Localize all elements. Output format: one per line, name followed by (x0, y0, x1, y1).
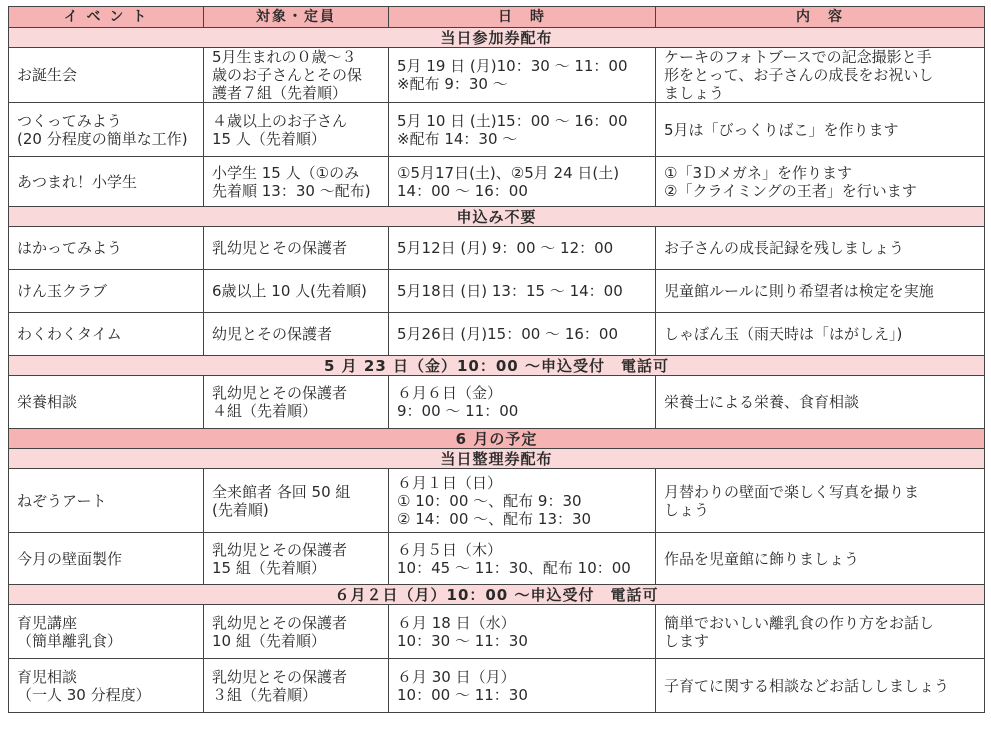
cell-line: 5月18日 (日) 13：15 ～ 14：00 (397, 282, 623, 300)
content-cell (656, 469, 985, 533)
cell-line: 育児講座 (17, 613, 78, 632)
cell-line: 簡単でおいしい離乳食の作り方をお話し (664, 613, 935, 632)
table-row (9, 103, 985, 157)
cell-line: 9：00 ～ 11：00 (397, 402, 519, 420)
cell-line: ４組（先着順） (212, 402, 318, 420)
content-cell (656, 605, 985, 659)
cell-line: 10 組（先着順） (212, 631, 326, 650)
cell-line: ケーキのフォトブースでの記念撮影と手 (664, 48, 932, 66)
cell-line: あつまれ！小学生 (17, 172, 138, 191)
table-body (9, 28, 985, 713)
cell-line: つくってみよう (17, 111, 122, 130)
cell-line: しょう (664, 500, 710, 519)
cell-line: 栄養士による栄養、食育相談 (664, 393, 860, 411)
target-cell (204, 376, 389, 429)
cell-line: ４歳以上のお子さん (212, 111, 348, 130)
event-schedule-table (8, 6, 985, 713)
event-cell (9, 469, 204, 533)
datetime-cell (389, 376, 656, 429)
cell-line: 乳幼児とその保護者 (212, 667, 348, 686)
cell-line: (20 分程度の簡単な工作) (17, 129, 188, 148)
cell-line: 5月 10 日 (土)15：00 ～ 16：00 (397, 111, 628, 130)
cell-line: します (664, 631, 710, 650)
datetime-cell (389, 469, 656, 533)
content-cell (656, 376, 985, 429)
target-cell (204, 533, 389, 585)
cell-line: 歳のお子さんとその保 (212, 66, 363, 84)
content-cell (656, 270, 985, 313)
content-cell (656, 103, 985, 157)
cell-line: しゃぼん玉（雨天時は「はがしえ」) (664, 325, 903, 343)
datetime-cell (389, 270, 656, 313)
content-cell (656, 659, 985, 713)
event-cell (9, 270, 204, 313)
cell-line: 形をとって、お子さんの成長をお祝いし (664, 66, 934, 84)
cell-line: 栄養相談 (17, 393, 78, 411)
cell-line: お誕生会 (17, 66, 78, 84)
cell-line: 15 組（先着順） (212, 558, 326, 577)
target-cell (204, 605, 389, 659)
cell-line: ① 10：00 ～、配布 9：30 (397, 491, 582, 510)
cell-line: 幼児とその保護者 (212, 325, 333, 343)
cell-line: 5月26日 (月)15：00 ～ 16：00 (397, 325, 618, 343)
cell-line: ６月 18 日（水） (397, 613, 516, 632)
section-header-row (9, 207, 985, 227)
datetime-cell (389, 103, 656, 157)
cell-line: ６月５日（木） (397, 540, 503, 559)
table-row (9, 659, 985, 713)
table-row (9, 227, 985, 270)
target-cell (204, 313, 389, 356)
content-cell (656, 48, 985, 103)
cell-line: 乳幼児とその保護者 (212, 613, 348, 632)
cell-line: けん玉クラブ (17, 282, 108, 300)
header-content: 内 容 (656, 7, 985, 28)
cell-line: 小学生 15 人（①のみ (212, 163, 360, 182)
table-row (9, 376, 985, 429)
event-cell (9, 48, 204, 103)
table-row (9, 469, 985, 533)
cell-line: 作品を児童館に飾りましょう (664, 549, 860, 568)
target-cell (204, 659, 389, 713)
cell-line: 5月は「びっくりばこ」を作ります (664, 120, 899, 139)
cell-line: 乳幼児とその保護者 (212, 384, 348, 402)
section-title: 6 月の予定 (9, 429, 985, 449)
datetime-cell (389, 227, 656, 270)
section-title: 当日参加券配布 (9, 28, 985, 48)
cell-line: ３組（先着順） (212, 685, 318, 704)
content-cell (656, 313, 985, 356)
event-cell (9, 313, 204, 356)
cell-line: 10：00 ～ 11：30 (397, 685, 528, 704)
cell-line: 5月生まれの０歳～３ (212, 48, 357, 66)
cell-line: 子育てに関する相談などお話ししましょう (664, 676, 950, 695)
target-cell (204, 227, 389, 270)
cell-line: 10：45 ～ 11：30、配布 10：00 (397, 558, 631, 577)
content-cell (656, 157, 985, 207)
cell-line: （一人 30 分程度） (17, 685, 151, 704)
cell-line: 5月12日 (月) 9：00 ～ 12：00 (397, 239, 614, 257)
cell-line: ※配布 14：30 ～ (397, 129, 518, 148)
cell-line: ねぞうアート (17, 491, 107, 510)
table-row (9, 270, 985, 313)
datetime-cell (389, 533, 656, 585)
target-cell (204, 270, 389, 313)
cell-line: ①5月17日(土)、②5月 24 日(土) (397, 163, 620, 182)
section-header-row (9, 449, 985, 469)
cell-line: ６月６日（金） (397, 384, 503, 402)
section-title: 申込み不要 (9, 207, 985, 227)
cell-line: ② 14：00 ～、配布 13：30 (397, 509, 592, 528)
cell-line: 乳幼児とその保護者 (212, 239, 348, 257)
section-title: 5 月 23 日（金）10：00 ～申込受付 電話可 (9, 356, 985, 376)
target-cell (204, 48, 389, 103)
event-cell (9, 103, 204, 157)
cell-line: ６月 30 日（月） (397, 667, 516, 686)
table-row (9, 313, 985, 356)
cell-line: 乳幼児とその保護者 (212, 540, 348, 559)
table-row (9, 605, 985, 659)
cell-line: (先着順) (212, 500, 269, 519)
cell-line: ②「クライミングの王者」を行います (664, 181, 917, 200)
section-title: 当日整理券配布 (9, 449, 985, 469)
cell-line: 15 人（先着順） (212, 129, 326, 148)
cell-line: 護者７組（先着順） (212, 84, 348, 102)
header-event: イ ベ ン ト (9, 7, 204, 28)
datetime-cell (389, 605, 656, 659)
cell-line: ※配布 9：30 ～ (397, 75, 508, 93)
cell-line: 6歳以上 10 人(先着順) (212, 282, 367, 300)
datetime-cell (389, 157, 656, 207)
cell-line: 5月 19 日 (月)10：30 ～ 11：00 (397, 57, 628, 75)
cell-line: 児童館ルールに則り希望者は検定を実施 (664, 282, 934, 300)
cell-line: わくわくタイム (17, 325, 122, 343)
cell-line: お子さんの成長記録を残しましょう (664, 239, 905, 257)
datetime-cell (389, 313, 656, 356)
cell-line: （簡単離乳食） (17, 631, 123, 650)
cell-line: ましょう (664, 84, 725, 102)
event-cell (9, 376, 204, 429)
datetime-cell (389, 659, 656, 713)
target-cell (204, 103, 389, 157)
section-header-row (9, 429, 985, 449)
cell-line: ①「3Ｄメガネ」を作ります (664, 163, 852, 182)
cell-line: 今月の壁面製作 (17, 549, 123, 568)
cell-line: ６月１日（日） (397, 473, 503, 492)
cell-line: 14：00 ～ 16：00 (397, 181, 528, 200)
event-cell (9, 605, 204, 659)
cell-line: 育児相談 (17, 667, 78, 686)
event-cell (9, 659, 204, 713)
schedule-page (8, 6, 984, 713)
event-cell (9, 533, 204, 585)
header-target: 対象・定員 (204, 7, 389, 28)
cell-line: 10：30 ～ 11：30 (397, 631, 528, 650)
table-row (9, 157, 985, 207)
target-cell (204, 469, 389, 533)
content-cell (656, 227, 985, 270)
cell-line: はかってみよう (17, 239, 123, 257)
table-header-row (9, 7, 985, 28)
section-header-row (9, 356, 985, 376)
section-header-row (9, 28, 985, 48)
target-cell (204, 157, 389, 207)
event-cell (9, 157, 204, 207)
cell-line: 先着順 13：30 ～配布) (212, 181, 371, 200)
section-title: ６月２日（月）10：00 ～申込受付 電話可 (9, 585, 985, 605)
datetime-cell (389, 48, 656, 103)
table-row (9, 48, 985, 103)
header-datetime: 日 時 (389, 7, 656, 28)
section-header-row (9, 585, 985, 605)
content-cell (656, 533, 985, 585)
cell-line: 全来館者 各回 50 組 (212, 482, 351, 501)
event-cell (9, 227, 204, 270)
cell-line: 月替わりの壁面で楽しく写真を撮りま (664, 482, 920, 501)
table-row (9, 533, 985, 585)
